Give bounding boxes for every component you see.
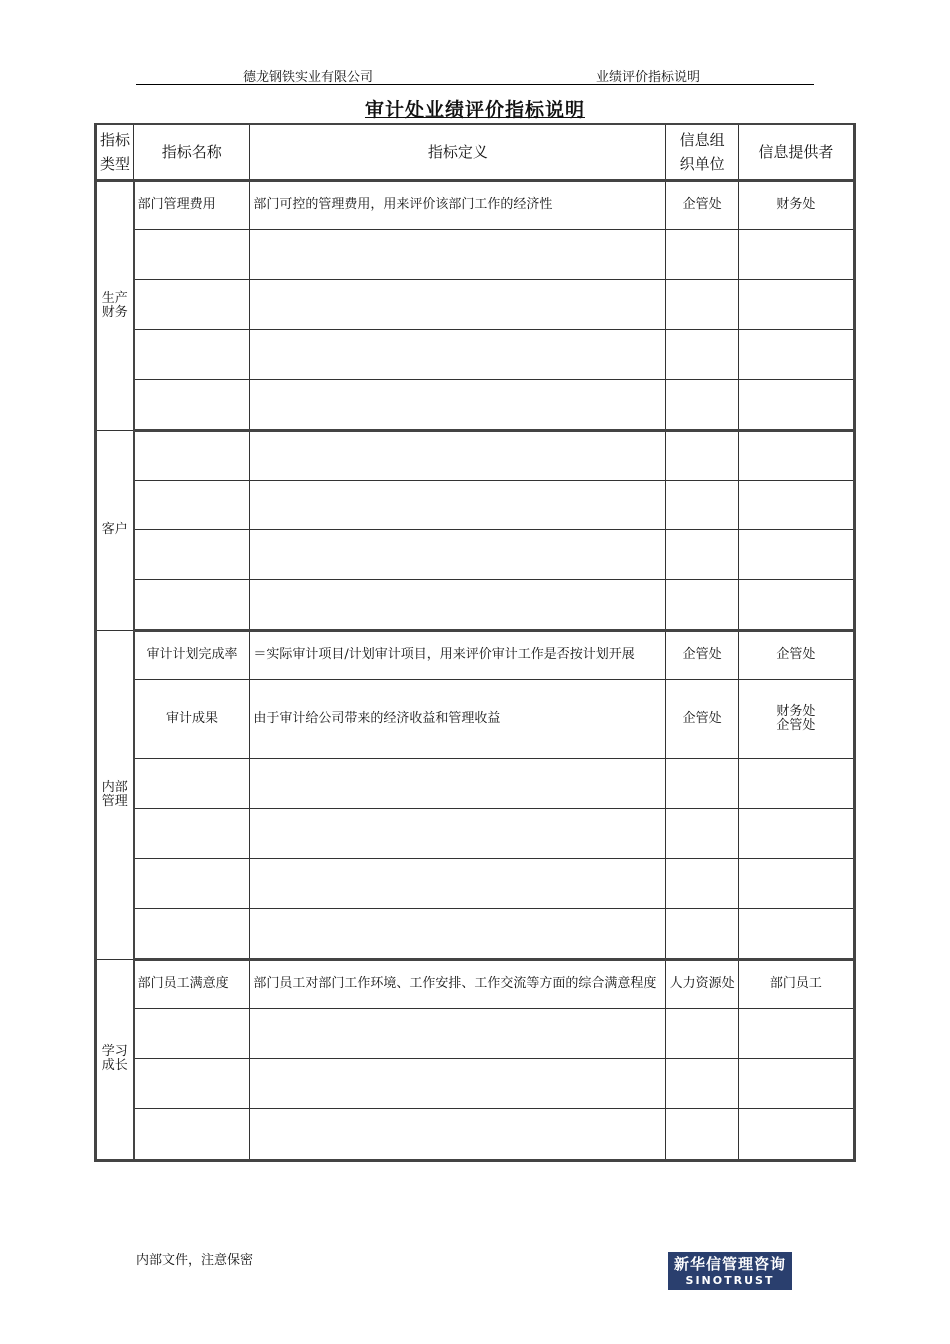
provider-cell	[738, 529, 854, 579]
indicator-name-cell: 审计成果	[134, 679, 250, 758]
table-row	[96, 808, 855, 858]
indicator-definition-cell	[250, 1058, 666, 1108]
table-row	[96, 959, 855, 1008]
table-row	[96, 279, 855, 329]
org-unit-cell	[666, 579, 738, 630]
indicator-definition-cell	[250, 430, 666, 480]
sinotrust-logo	[668, 1252, 792, 1290]
org-unit-cell	[666, 379, 738, 430]
indicator-name-cell	[134, 758, 250, 808]
org-unit-cell: 企管处	[666, 180, 738, 229]
org-unit-cell	[666, 1108, 738, 1160]
indicator-name-cell: 审计计划完成率	[134, 630, 250, 679]
provider-cell	[738, 279, 854, 329]
indicator-definition-cell	[250, 908, 666, 959]
footer-confidential-note: 内部文件，注意保密	[136, 1253, 254, 1268]
table-row	[96, 430, 855, 480]
org-unit-cell	[666, 430, 738, 480]
org-unit-cell	[666, 329, 738, 379]
category-cell: 客户	[96, 430, 134, 630]
indicator-name-cell	[134, 379, 250, 430]
org-unit-cell: 人力资源处	[666, 959, 738, 1008]
indicator-name-cell	[134, 908, 250, 959]
table-header-row	[96, 124, 855, 180]
indicator-definition-cell	[250, 579, 666, 630]
indicator-name-cell	[134, 1058, 250, 1108]
table-row	[96, 630, 855, 679]
table-row	[96, 679, 855, 758]
provider-cell	[738, 430, 854, 480]
category-cell: 生产 财务	[96, 180, 134, 430]
table-row	[96, 329, 855, 379]
indicator-definition-cell	[250, 1108, 666, 1160]
table-row	[96, 579, 855, 630]
table-row	[96, 379, 855, 430]
indicator-name-cell	[134, 858, 250, 908]
provider-cell	[738, 908, 854, 959]
indicator-definition-cell	[250, 329, 666, 379]
indicator-name-cell: 部门员工满意度	[134, 959, 250, 1008]
table-row	[96, 1108, 855, 1160]
indicator-definition-cell	[250, 758, 666, 808]
col-header-provider: 信息提供者	[738, 124, 854, 180]
indicator-definition-cell	[250, 858, 666, 908]
indicator-name-cell	[134, 229, 250, 279]
org-unit-cell: 企管处	[666, 630, 738, 679]
logo-cn-text: 新华信管理咨询	[673, 1255, 786, 1273]
indicator-definition-cell	[250, 379, 666, 430]
table-row	[96, 908, 855, 959]
provider-cell: 部门员工	[738, 959, 854, 1008]
col-header-type: 指标 类型	[96, 124, 134, 180]
provider-cell	[738, 808, 854, 858]
indicator-definition-cell: 由于审计给公司带来的经济收益和管理收益	[250, 679, 666, 758]
header-company: 德龙钢铁实业有限公司	[243, 70, 374, 85]
col-header-definition: 指标定义	[250, 124, 666, 180]
table-row	[96, 858, 855, 908]
org-unit-cell	[666, 529, 738, 579]
col-header-name: 指标名称	[134, 124, 250, 180]
page-title: 审计处业绩评价指标说明	[364, 99, 585, 121]
indicator-definition-cell	[250, 1008, 666, 1058]
provider-cell	[738, 579, 854, 630]
org-unit-cell	[666, 229, 738, 279]
provider-cell	[738, 1008, 854, 1058]
table-row	[96, 180, 855, 229]
indicator-definition-cell	[250, 480, 666, 529]
table-row	[96, 229, 855, 279]
table-row	[96, 529, 855, 579]
provider-cell	[738, 1058, 854, 1108]
col-header-org-unit: 信息组 织单位	[666, 124, 738, 180]
header-divider	[136, 84, 814, 85]
category-cell: 内部 管理	[96, 630, 134, 959]
org-unit-cell	[666, 808, 738, 858]
table-row	[96, 758, 855, 808]
indicator-table-body	[96, 124, 855, 1160]
indicator-name-cell	[134, 579, 250, 630]
org-unit-cell: 企管处	[666, 679, 738, 758]
indicator-name-cell	[134, 1008, 250, 1058]
org-unit-cell	[666, 279, 738, 329]
provider-cell	[738, 379, 854, 430]
category-cell: 学习 成长	[96, 959, 134, 1160]
provider-cell	[738, 480, 854, 529]
indicator-name-cell	[134, 1108, 250, 1160]
org-unit-cell	[666, 480, 738, 529]
provider-cell	[738, 1108, 854, 1160]
provider-cell	[738, 329, 854, 379]
indicator-name-cell	[134, 329, 250, 379]
table-row	[96, 480, 855, 529]
provider-cell	[738, 758, 854, 808]
indicator-table	[94, 123, 856, 1162]
indicator-definition-cell: 部门员工对部门工作环境、工作安排、工作交流等方面的综合满意程度	[250, 959, 666, 1008]
indicator-name-cell	[134, 279, 250, 329]
indicator-name-cell	[134, 480, 250, 529]
org-unit-cell	[666, 908, 738, 959]
header-doc-name: 业绩评价指标说明	[596, 70, 701, 85]
org-unit-cell	[666, 1008, 738, 1058]
indicator-name-cell: 部门管理费用	[134, 180, 250, 229]
table-row	[96, 1058, 855, 1108]
org-unit-cell	[666, 858, 738, 908]
indicator-definition-cell	[250, 808, 666, 858]
provider-cell: 财务处	[738, 180, 854, 229]
provider-cell	[738, 858, 854, 908]
indicator-definition-cell	[250, 279, 666, 329]
logo-en-text: SINOTRUST	[685, 1274, 775, 1287]
org-unit-cell	[666, 758, 738, 808]
indicator-definition-cell	[250, 229, 666, 279]
indicator-name-cell	[134, 529, 250, 579]
indicator-name-cell	[134, 430, 250, 480]
table-row	[96, 1008, 855, 1058]
indicator-definition-cell: 部门可控的管理费用，用来评价该部门工作的经济性	[250, 180, 666, 229]
provider-cell	[738, 229, 854, 279]
provider-cell: 财务处 企管处	[738, 679, 854, 758]
indicator-definition-cell	[250, 529, 666, 579]
indicator-name-cell	[134, 808, 250, 858]
org-unit-cell	[666, 1058, 738, 1108]
provider-cell: 企管处	[738, 630, 854, 679]
indicator-definition-cell: ＝实际审计项目/计划审计项目，用来评价审计工作是否按计划开展	[250, 630, 666, 679]
